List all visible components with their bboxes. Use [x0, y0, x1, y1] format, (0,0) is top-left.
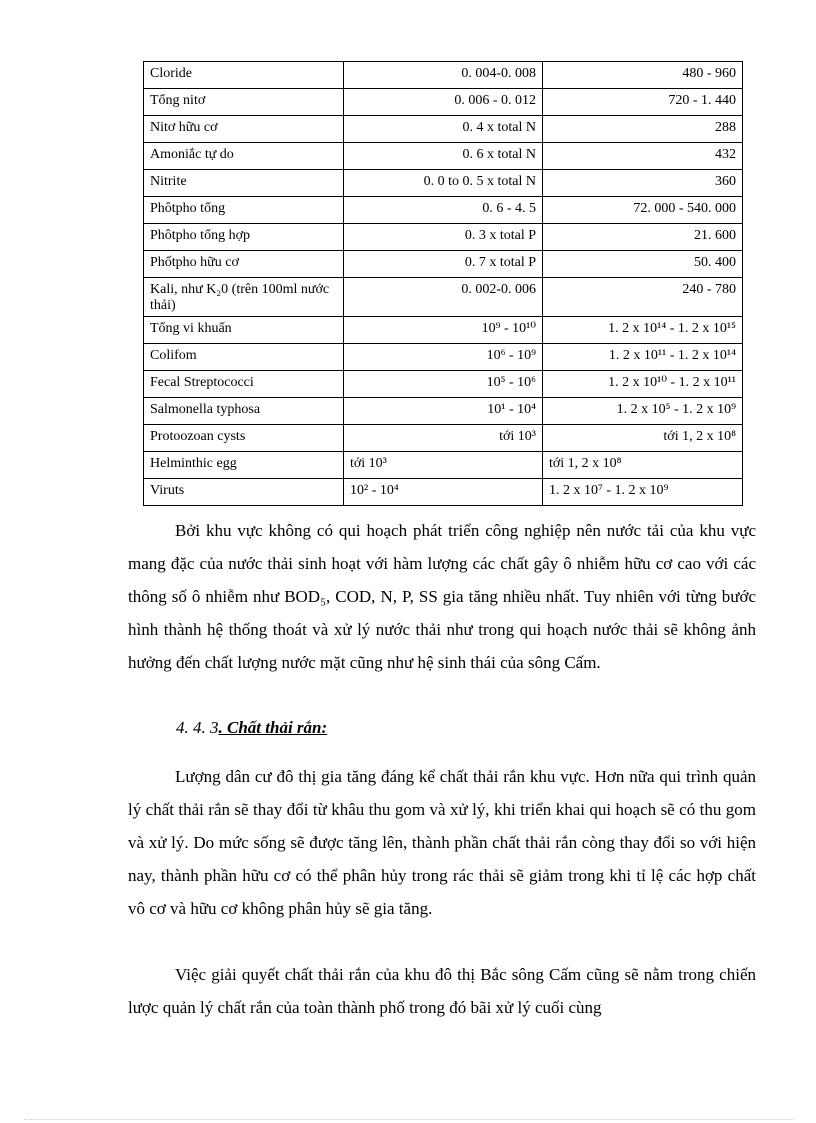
load-cell: 360	[543, 170, 743, 197]
table-row	[144, 344, 743, 371]
table-row	[144, 143, 743, 170]
pollutant-table-body	[144, 62, 743, 506]
load-cell: tới 1, 2 x 10⁸	[543, 452, 743, 479]
section-title: . Chất thải rắn:	[218, 718, 328, 737]
paragraph-wastewater: Bởi khu vực không có qui hoạch phát triển công nghiệp nên nước tải của khu vực mang đặc của nước thải sinh hoạt với hàm lượng các chất gây ô nhiễm hữu cơ cao với các thông số ô nhiễm như BOD₅, COD, N, P, SS gia tăng nhiều nhất. Tuy nhiên với từng bước hình thành hệ thống thoát và xử lý nước thải như trong qui hoạch nước thải sẽ không ảnh hưởng đến chất lượng nước mặt cũng như hệ sinh thái của sông Cấm.	[128, 521, 756, 672]
parameter-cell: Nitơ hữu cơ	[144, 116, 344, 143]
table-row	[144, 251, 743, 278]
load-cell: 1. 2 x 10⁵ - 1. 2 x 10⁹	[543, 398, 743, 425]
parameter-cell: Fecal Streptococci	[144, 371, 344, 398]
concentration-cell: 0. 6 x total N	[344, 143, 543, 170]
table-row	[144, 371, 743, 398]
table-row	[144, 62, 743, 89]
table-row	[144, 89, 743, 116]
load-cell: 1. 2 x 10¹¹ - 1. 2 x 10¹⁴	[543, 344, 743, 371]
concentration-cell: 0. 002-0. 006	[344, 278, 543, 317]
concentration-cell: 0. 3 x total P	[344, 224, 543, 251]
load-cell: 1. 2 x 10¹⁰ - 1. 2 x 10¹¹	[543, 371, 743, 398]
table-row	[144, 224, 743, 251]
pollutant-table	[143, 61, 743, 506]
table-row	[144, 317, 743, 344]
concentration-cell: tới 10³	[344, 425, 543, 452]
concentration-cell: 0. 6 - 4. 5	[344, 197, 543, 224]
concentration-cell: 10² - 10⁴	[344, 479, 543, 506]
parameter-cell: Protoozoan cysts	[144, 425, 344, 452]
load-cell: 50. 400	[543, 251, 743, 278]
concentration-cell: 0. 4 x total N	[344, 116, 543, 143]
concentration-cell: 0. 0 to 0. 5 x total N	[344, 170, 543, 197]
parameter-cell: Phôtpho tổng	[144, 197, 344, 224]
parameter-cell: Phốtpho hữu cơ	[144, 251, 344, 278]
load-cell: 288	[543, 116, 743, 143]
load-cell: tới 1, 2 x 10⁸	[543, 425, 743, 452]
parameter-cell: Colifom	[144, 344, 344, 371]
load-cell: 480 - 960	[543, 62, 743, 89]
table-row	[144, 425, 743, 452]
section-number: 4. 4. 3	[176, 718, 219, 737]
parameter-cell: Amoniắc tự do	[144, 143, 344, 170]
concentration-cell: 0. 7 x total P	[344, 251, 543, 278]
table-row	[144, 452, 743, 479]
load-cell: 720 - 1. 440	[543, 89, 743, 116]
paragraph-solid-waste: Lượng dân cư đô thị gia tăng đáng kể chất thải rắn khu vực. Hơn nữa qui trình quản lý chất thải rắn sẽ thay đổi từ khâu thu gom và xử lý, khi triển khai qui hoạch sẽ có thu gom và xử lý. Do mức sống sẽ được tăng lên, thành phần chất thải rắn còng thay đổi so với hiện nay, thành phần hữu cơ có thể phân hủy trong rác thải sẽ giảm trong khi tỉ lệ các hợp chất vô cơ và hữu cơ không phân hủy sẽ gia tăng.	[128, 767, 756, 918]
parameter-cell: Salmonella typhosa	[144, 398, 344, 425]
concentration-cell: 10⁹ - 10¹⁰	[344, 317, 543, 344]
concentration-cell: 10⁵ - 10⁶	[344, 371, 543, 398]
table-row	[144, 479, 743, 506]
table-row	[144, 170, 743, 197]
table-row	[144, 197, 743, 224]
load-cell: 72. 000 - 540. 000	[543, 197, 743, 224]
concentration-cell: 10¹ - 10⁴	[344, 398, 543, 425]
parameter-cell: Helminthic egg	[144, 452, 344, 479]
section-heading	[176, 718, 327, 738]
load-cell: 1. 2 x 10⁷ - 1. 2 x 10⁹	[543, 479, 743, 506]
table-row	[144, 116, 743, 143]
parameter-cell: Phôtpho tổng hợp	[144, 224, 344, 251]
table-row	[144, 278, 743, 317]
load-cell: 240 - 780	[543, 278, 743, 317]
parameter-cell: Nitrite	[144, 170, 344, 197]
parameter-cell: Kali, như K₂0 (trên 100ml nước thải)	[144, 278, 344, 317]
load-cell: 432	[543, 143, 743, 170]
parameter-cell: Tổng nitơ	[144, 89, 344, 116]
parameter-cell: Viruts	[144, 479, 344, 506]
parameter-cell: Tổng vi khuẩn	[144, 317, 344, 344]
load-cell: 1. 2 x 10¹⁴ - 1. 2 x 10¹⁵	[543, 317, 743, 344]
page-bottom-rule	[24, 1119, 794, 1120]
concentration-cell: tới 10³	[344, 452, 543, 479]
concentration-cell: 0. 004-0. 008	[344, 62, 543, 89]
table-row	[144, 398, 743, 425]
concentration-cell: 0. 006 - 0. 012	[344, 89, 543, 116]
load-cell: 21. 600	[543, 224, 743, 251]
paragraph-city-strategy: Việc giải quyết chất thải rắn của khu đô thị Bắc sông Cấm cũng sẽ nằm trong chiến lược quản lý chất rắn của toàn thành phố trong đó bãi xử lý cuối cùng	[128, 965, 756, 1017]
concentration-cell: 10⁶ - 10⁹	[344, 344, 543, 371]
parameter-cell: Cloride	[144, 62, 344, 89]
